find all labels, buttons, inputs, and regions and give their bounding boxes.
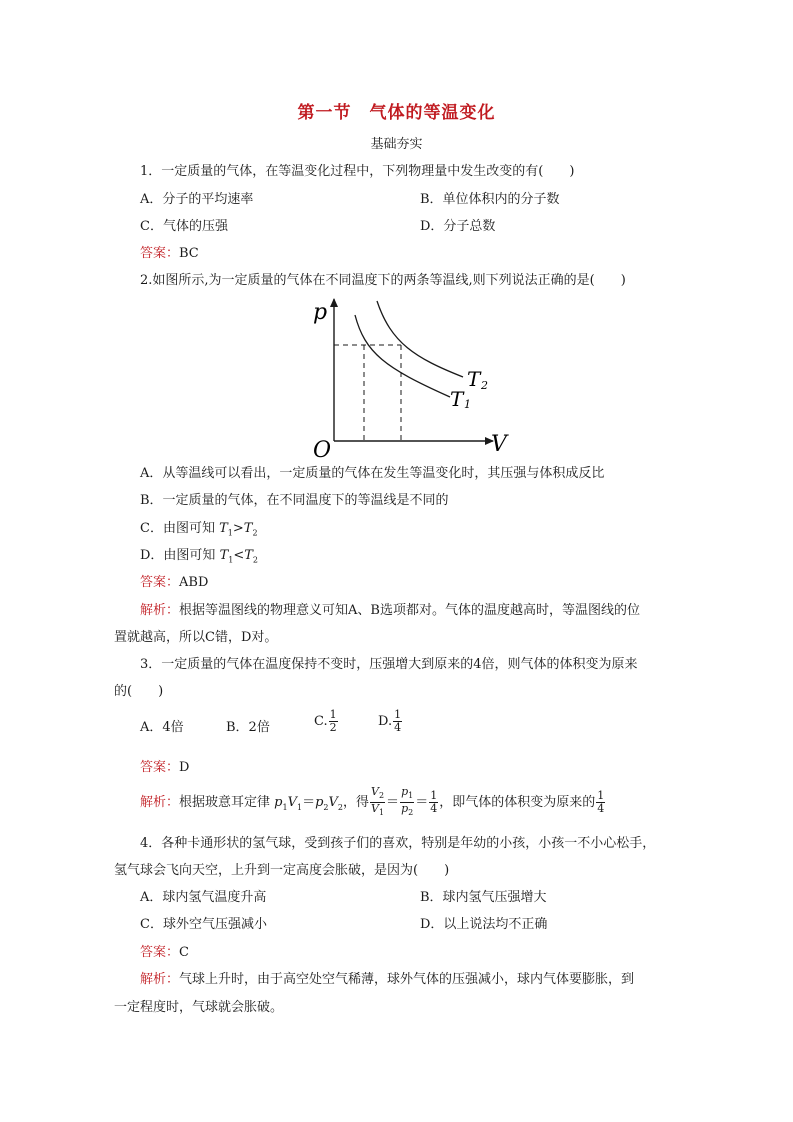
q4-option-d: D．以上说法均不正确 <box>420 917 548 932</box>
q3-result-num: 1 <box>430 789 438 803</box>
q4-answer-label: 答案： <box>140 945 180 960</box>
q3-option-c-fraction <box>329 709 338 734</box>
q2-d-t2-symbol: T <box>244 548 253 563</box>
q2-option-a: A．从等温线可以看出，一定质量的气体在发生等温变化时，其压强与体积成反比 <box>140 466 605 481</box>
t1-label-sub: 1 <box>464 398 471 411</box>
q3-answer-value: D <box>179 760 190 775</box>
q3-law-p2: p <box>315 795 324 811</box>
y-axis-label: p <box>313 300 328 325</box>
x-axis-label: V <box>491 432 507 457</box>
q3-option-d <box>378 709 403 734</box>
q2-c-t1-sub: 1 <box>227 528 233 538</box>
q3-ratio-v1-sub: 1 <box>378 808 385 818</box>
q3-option-b: B．2倍 <box>226 720 270 735</box>
q3-final-num: 1 <box>597 789 605 803</box>
q2-option-d <box>140 544 258 565</box>
q3-analysis-text1: 根据玻意耳定律 <box>179 795 275 811</box>
q4-analysis-line1 <box>140 968 634 987</box>
q3-option-d-label: D. <box>378 714 393 729</box>
q2-answer-value: ABD <box>179 575 209 590</box>
q3-ratio-p2-sub: 2 <box>408 808 414 818</box>
q3-final-den: 4 <box>597 802 605 816</box>
q1-answer-label: 答案： <box>140 246 180 261</box>
q4-analysis-text1: 气球上升时，由于高空处空气稀薄，球外气体的压强减小，球内气体要膨胀，到 <box>179 972 635 987</box>
q3-analysis-text3: ，即气体的体积变为原来的 <box>439 795 596 811</box>
q1-option-d: D．分子总数 <box>420 219 496 234</box>
q2-d-t1-sub: 1 <box>228 555 234 565</box>
q2-analysis-label: 解析： <box>140 603 180 618</box>
q3-law-equals: ＝ <box>302 795 316 811</box>
q2-analysis-text1: 根据等温图线的物理意义可知A、B选项都对。气体的温度越高时，等温图线的位 <box>179 603 640 618</box>
q1-answer <box>140 242 199 261</box>
q3-ratio-v-den <box>370 803 385 819</box>
q2-stem: 2.如图所示,为一定质量的气体在不同温度下的两条等温线,则下列说法正确的是( ) <box>140 273 626 288</box>
q3-law-v1-sub: 1 <box>296 802 303 812</box>
q4-analysis-label: 解析： <box>140 972 180 987</box>
q2-option-c-prefix: C．由图可知 <box>140 521 220 536</box>
q4-analysis-line2: 一定程度时，气球就会胀破。 <box>114 1000 284 1015</box>
isotherm-t1-curve <box>355 315 450 397</box>
q3-result-den: 4 <box>430 802 438 816</box>
q2-d-t2-sub: 2 <box>252 555 258 565</box>
q3-final-fraction <box>596 790 605 815</box>
q3-ratio-p2: p <box>401 802 409 816</box>
q3-ratio-v-num <box>370 786 385 803</box>
page-title: 第一节 气体的等温变化 <box>297 103 496 123</box>
q2-option-b: B．一定质量的气体，在不同温度下的等温线是不同的 <box>140 493 449 508</box>
q3-answer-label: 答案： <box>140 760 180 775</box>
q3-option-c-label: C. <box>314 714 328 729</box>
q1-option-a: A．分子的平均速率 <box>140 192 254 207</box>
q2-option-c <box>140 517 258 538</box>
q3-ratio-equals-1: ＝ <box>386 795 400 811</box>
origin-label: O <box>313 438 332 463</box>
q3-ratio-p-den <box>400 803 414 819</box>
q4-option-c: C．球外空气压强减小 <box>140 917 267 932</box>
q3-law-p1-sub: 1 <box>282 802 288 812</box>
q2-d-t1-symbol: T <box>219 548 229 563</box>
q3-ratio-p1-sub: 1 <box>408 791 414 801</box>
q3-option-d-den: 4 <box>394 721 402 734</box>
q2-c-t1-symbol: T <box>219 521 228 536</box>
q1-option-b: B．单位体积内的分子数 <box>420 192 560 207</box>
t1-label: T <box>450 387 464 411</box>
q3-ratio-v <box>370 786 385 819</box>
q3-stem-line2: 的( ) <box>114 684 164 699</box>
q2-c-t2-symbol: T <box>243 521 253 536</box>
q3-result-fraction <box>429 790 438 815</box>
q4-option-a: A．球内氢气温度升高 <box>140 890 267 905</box>
q1-option-c: C．气体的压强 <box>140 219 228 234</box>
q4-answer-value: C <box>179 945 189 960</box>
q3-analysis <box>140 786 606 819</box>
q2-analysis-line2: 置就越高，所以C错，D对。 <box>114 630 278 645</box>
q3-ratio-p1: p <box>401 785 409 798</box>
q2-option-d-prefix: D．由图可知 <box>140 548 220 563</box>
q1-answer-value: BC <box>179 246 199 261</box>
section-subtitle: 基础夯实 <box>370 137 423 152</box>
q3-law-v2-sub: 2 <box>337 802 343 812</box>
q4-option-b: B．球内氢气压强增大 <box>420 890 547 905</box>
q2-analysis-line1 <box>140 599 640 618</box>
q4-answer <box>140 941 189 960</box>
q3-ratio-v1: V <box>371 802 379 816</box>
q3-law-v2: V <box>328 795 338 811</box>
q3-analysis-label: 解析： <box>140 795 180 811</box>
q3-ratio-p-num <box>400 786 414 803</box>
q3-ratio-v2-sub: 2 <box>378 791 385 801</box>
q4-stem-line2: 氢气球会飞向天空，上升到一定高度会胀破，是因为( ) <box>114 863 450 878</box>
q3-option-d-fraction <box>393 709 402 734</box>
isotherm-graph <box>305 293 515 463</box>
q3-option-c <box>314 709 339 734</box>
t2-label-sub: 2 <box>481 379 488 392</box>
q1-stem: 1．一定质量的气体，在等温变化过程中，下列物理量中发生改变的有( ) <box>140 164 575 179</box>
q3-ratio-equals-2: ＝ <box>415 795 429 811</box>
q3-answer <box>140 756 189 775</box>
t2-label: T <box>467 367 481 391</box>
q2-answer-label: 答案： <box>140 575 180 590</box>
q2-answer <box>140 571 208 590</box>
q3-option-d-num: 1 <box>394 708 402 721</box>
q3-law-v1: V <box>287 795 297 811</box>
q2-c-relation: > <box>232 521 244 536</box>
q3-ratio-v2: V <box>371 785 379 798</box>
q3-analysis-text2: ，得 <box>342 795 369 811</box>
q3-option-a: A．4倍 <box>140 720 184 735</box>
q3-stem-line1: 3．一定质量的气体在温度保持不变时，压强增大到原来的4倍，则气体的体积变为原来 <box>140 657 638 672</box>
q4-stem-line1: 4．各种卡通形状的氢气球，受到孩子们的喜欢，特别是年幼的小孩，小孩一不小心松手， <box>140 836 656 851</box>
q3-option-c-num: 1 <box>329 708 337 721</box>
q3-law-p2-sub: 2 <box>323 802 329 812</box>
q2-d-relation: < <box>233 548 245 563</box>
q3-option-c-den: 2 <box>329 721 337 734</box>
q2-c-t2-sub: 2 <box>252 528 258 538</box>
q3-ratio-p <box>400 786 414 819</box>
q3-law-p1: p <box>274 795 283 811</box>
